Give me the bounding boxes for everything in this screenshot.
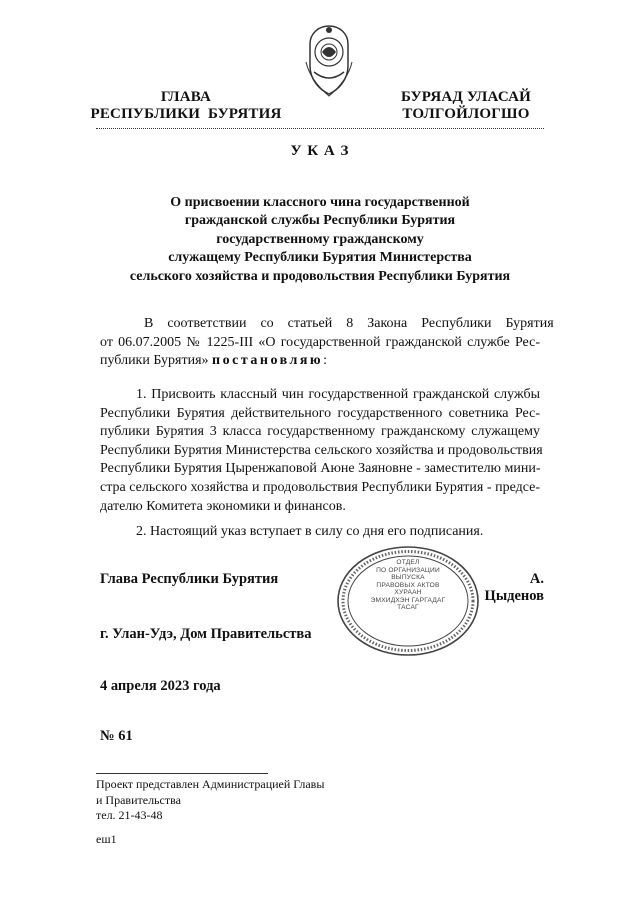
footer-line: Проект представлен Администрацией Главы bbox=[96, 777, 325, 791]
header-right-line1: БУРЯАД УЛАСАЙ bbox=[400, 89, 532, 105]
header-left-line1: ГЛАВА bbox=[160, 89, 212, 105]
item2-paragraph bbox=[136, 523, 540, 542]
signature-position: Глава Республики Бурятия bbox=[100, 571, 279, 587]
document-type: У К А З bbox=[290, 143, 350, 159]
title-line: гражданской службы Республики Бурятия bbox=[184, 213, 456, 229]
preamble-paragraph bbox=[100, 315, 554, 371]
item1-line: стра сельского хозяйства и продовольствия Республики Бурятия - предсе- bbox=[100, 479, 540, 495]
stamp-line: ОТДЕЛ bbox=[396, 559, 420, 566]
stamp-line: ВЫПУСКА bbox=[391, 574, 425, 581]
document-number: № 61 bbox=[100, 728, 133, 744]
header-right-line2: ТОЛГОЙЛОГШО bbox=[402, 106, 530, 122]
signing-date: 4 апреля 2023 года bbox=[100, 678, 221, 694]
footer-divider bbox=[96, 773, 268, 774]
stamp-line: ТАСАГ bbox=[397, 604, 419, 611]
footer-code: еш1 bbox=[96, 832, 117, 846]
title-line: О присвоении классного чина государственной bbox=[170, 195, 470, 210]
preamble-text: публики Бурятия» bbox=[100, 353, 213, 369]
item1-line: Республики Бурятия действительного государственного советника Рес- bbox=[100, 405, 540, 421]
header-left bbox=[86, 89, 286, 123]
footer-line: и Правительства bbox=[96, 792, 181, 807]
signing-place: г. Улан-Удэ, Дом Правительства bbox=[100, 626, 312, 642]
stamp-line: ЭМХИДХЭН ГАРГАДАГ bbox=[370, 596, 446, 604]
header-left-line2: РЕСПУБЛИКИ БУРЯТИЯ bbox=[90, 106, 282, 122]
title-line: служащему Республики Бурятия Министерства bbox=[168, 250, 472, 266]
item1-line: дателю Комитета экономики и финансов. bbox=[100, 498, 346, 514]
coat-of-arms-emblem bbox=[300, 22, 358, 98]
item1-paragraph bbox=[100, 386, 543, 516]
stamp-text bbox=[358, 559, 458, 612]
item1-line: Республики Бурятия Цыренжаповой Аюне Заяновне - заместителю мини- bbox=[100, 461, 541, 477]
document-title bbox=[100, 194, 540, 286]
item2-line: 2. Настоящий указ вступает в силу со дня его подписания. bbox=[136, 524, 484, 539]
stamp-line: ПРАВОВЫХ АКТОВ bbox=[376, 581, 440, 589]
item1-line: 1. Присвоить классный чин государственной гражданской службы bbox=[136, 387, 540, 402]
decree-word: постановляю bbox=[212, 353, 324, 369]
official-stamp bbox=[336, 545, 480, 657]
footer-line: тел. 21-43-48 bbox=[96, 808, 163, 822]
item1-line: публики Бурятия 3 класса государственному гражданскому служащему bbox=[100, 424, 540, 440]
header-right bbox=[376, 89, 556, 123]
preamble-line: от 06.07.2005 № 1225-III «О государственной гражданской службе Рес- bbox=[100, 334, 540, 350]
header-divider bbox=[96, 128, 544, 129]
item1-line: Республики Бурятия Министерства сельского хозяйства и продовольствия bbox=[100, 442, 543, 458]
stamp-line: ПО ОРГАНИЗАЦИИ bbox=[376, 566, 440, 574]
preamble-colon: : bbox=[323, 353, 327, 369]
signature-name: А. Цыденов bbox=[484, 571, 544, 604]
title-line: государственному гражданскому bbox=[216, 231, 424, 247]
preamble-last-line bbox=[100, 352, 540, 371]
preamble-line: В соответствии со статьей 8 Закона Республики Бурятия bbox=[144, 316, 554, 331]
title-line: сельского хозяйства и продовольствия Республики Бурятия bbox=[129, 268, 511, 284]
footer-note bbox=[96, 777, 324, 824]
stamp-line: ХУРААН bbox=[394, 589, 422, 596]
